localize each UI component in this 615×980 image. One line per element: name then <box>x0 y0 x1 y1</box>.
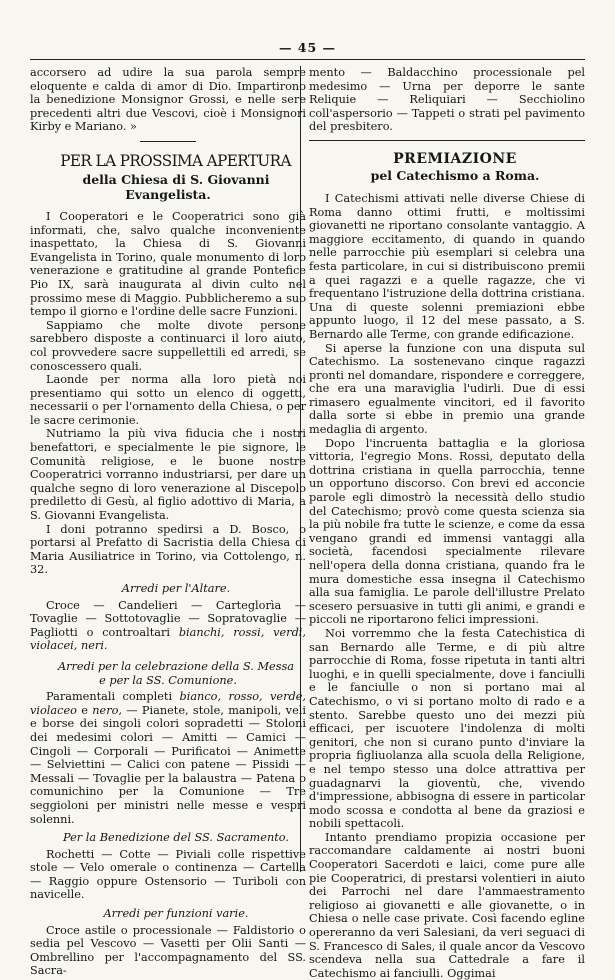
article-title-apertura: PER LA PROSSIMA APERTURA <box>60 150 291 170</box>
list-benedizione: Rochetti — Cotte — Piviali colle rispettive stole — Velo omerale o continenza — Cartella — Raggio oppure Ostensorio — Turiboli con navicelle. <box>30 847 306 902</box>
section-divider <box>140 141 196 142</box>
article-paragraph: I Cooperatori e le Cooperatrici sono già informati, che, salvo qualche inconveniente inaspettato, la Chiesa di S. Giovanni Evangelista in Torino, quale monumento di loro venerazione e gratitudine al grande Pontefice Pio IX, sarà inaugurata al divin culto nel prossimo mese di Maggio. Pubblicheremo a suo tempo il giorno e l'ordine delle sacre Funzioni. <box>30 209 306 319</box>
list-messa-nero: nero, <box>92 703 122 717</box>
heading-benedizione: Per la Benedizione del SS. Sacramento. <box>63 831 289 845</box>
article-subtitle-chiesa: della Chiesa di S. Giovanni Evangelista. <box>82 171 270 202</box>
left-intro-paragraph: accorsero ad udire la sua parola sempre eloquente e calda di amor di Dio. Impartirono la benedizione Monsignor Grossi, e nelle sere precedenti altri due Vescovi, cioè i Monsignori Kirby e Mariano. » <box>30 66 306 134</box>
article-title-premiazione: PREMIAZIONE <box>393 150 517 167</box>
list-altare-text: Croce — Candelieri — Carteglorìa — Tovaglie — Sottotovaglie — Sopratovaglie — Pagliotti o controaltari <box>30 598 306 639</box>
heading-funzioni-varie: Arredi per funzioni varie. <box>103 907 249 921</box>
right-column <box>309 66 585 980</box>
article-paragraph: Nutriamo la più viva fiducia che i nostri benefattori, e specialmente le pie signore, le Comunità religiose, e le buone nostre Cooperatrici vorranno industriarsi, per dare un qualche segno di loro venerazione al Discepolo prediletto di Gesù, al figlio adottivo di Maria, a S. Giovanni Evangelista. <box>30 427 306 523</box>
left-column <box>30 66 306 978</box>
list-messa-colors: bianco, rosso, verde, violaceo <box>30 690 307 717</box>
right-intro-paragraph: mento — Baldacchino processionale pel medesimo — Urna per deporre le sante Reliquie — Reliquiari — Secchiolino coll'aspersorio — Tappeti o strati pel pavimento del presbitero. <box>309 66 585 134</box>
article-paragraph: Dopo l'incruenta battaglia e la gloriosa vittoria, l'egregio Mons. Rossi, deputato della dottrina cristiana in quella parrocchia, tenne un opportuno discorso. Con brevi ed acconcie parole egli dimostrò la necessità dello studio del Catechismo; provò come questa scienza sia la più nobile fra tutte le scienze, e come da essa vengano grandi ed immensi vantaggi alla società, facendosi specialmente rilevare nell'opera della donna cristiana, quando fra le mura domestiche essa insegna il Catechismo alla sua famiglia. Le parole dell'illustre Prelato scesero persuasive in tutti gli animi, e grandi e piccoli ne riportarono felici impressioni. <box>309 436 585 627</box>
article-paragraph: Intanto prendiamo propizia occasione per raccomandare caldamente ai nostri buoni Cooperatori Sacerdoti e laici, come pure alle pie Cooperatrici, di prestarsi volentieri in aiuto dei Parrochi nel dare l'ammaestramento religioso ai giovanetti e alle giovanette, o in Chiesa o nelle case private. Così facendo egline opereranno da veri Salesiani, da veri seguaci di S. Francesco di Sales, il quale ancor da Vescovo scendeva nella sua Cattedrale a fare il Catechismo ai fanciulli. Oggimai <box>309 830 585 980</box>
list-messa-a: Paramentali completi <box>46 690 180 704</box>
list-messa-items: — Pianete, stole, manipoli, veli e borse dei singoli colori sopradetti — Stoloni dei medesimi colori — Amitti — Camici — Cingoli — Corporali — Purificatoi — Animette — Selviettini — Calici con patene — Pissidi — Messali — Tovaglie per la balaustra — Patena o comunichino per la Comunione — Tre seggioloni per ministri nelle messe e vespri solenni. <box>30 703 306 826</box>
heading-arredi-messa <box>30 660 306 687</box>
list-messa <box>30 690 306 826</box>
article-paragraph: Laonde per norma alla loro pietà noi presentiamo qui sotto un elenco di oggetti, necessarii o per l'ornamento della Chiesa, o per le sacre cerimonie. <box>30 373 306 427</box>
heading-arredi-altare: Arredi per l'Altare. <box>121 582 231 595</box>
header-rule <box>30 59 585 60</box>
heading-messa-line2: e per la SS. Comunione. <box>99 673 237 687</box>
page-number: — 45 — <box>278 40 337 55</box>
article-paragraph: Noi vorremmo che la festa Catechistica di san Bernardo alle Terme, e di più altre parrocchie di Roma, fosse ripetuta in tanti altri luoghi, e in quelli specialmente, dove i fanciulli e le fanciulle o non si portano mai al Catechismo, o vi si portano molto di rado e a stento. Sarebbe questo uno dei mezzi più efficaci, per iscuotere l'indolenza di molti genitori, che non si curano punto d'inviare la propria figliuolanza alla scuola della Religione, e nel tempo stesso una dolce attrattiva per guadagnarvi la gioventù, che, vivendo d'impressione, abbisogna di essere in particolar modo scossa e condotta al bene da graziosi e nobili spettacoli. <box>309 626 585 831</box>
heading-messa-line1: Arredi per la celebrazione della S. Messa <box>57 659 295 673</box>
list-altare <box>30 599 306 653</box>
article-subtitle-catechismo: pel Catechismo a Roma. <box>370 167 540 183</box>
list-messa-c: e <box>76 703 93 717</box>
list-funzioni: Croce astile o processionale — Faldistorio o sedia pel Vescovo — Vasetti per Olii Santi — Ombrellino per l'accompagnamento del SS. Sacra- <box>30 923 306 978</box>
list-altare-colors: bianchi, rossi, verdi, violacei, neri. <box>30 625 307 653</box>
section-divider <box>309 140 585 141</box>
article-paragraph: Si aperse la funzione con una disputa sul Catechismo. La sostenevano cinque ragazzi pronti nel domandare, rispondere e correggere, che era una maraviglia l'udirli. Due di essi rimasero egualmente vincitori, ed il favorito dalla sorte si ebbe in premio una grande medaglia di argento. <box>309 341 585 437</box>
article-paragraph: Sappiamo che molte divote persone sarebbero disposte a continuarci il loro aiuto, col provvedere sacre suppellettili ed arredi, se conoscessero quali. <box>30 318 306 373</box>
article-paragraph: I Catechismi attivati nelle diverse Chiese di Roma danno ottimi frutti, e moltissimi giovanetti ne riportano consolante vantaggio. A maggiore eccitamento, di quando in quando nelle parrocchie più esemplari si celebra una festa particolare, in cui si distribuiscono premii a quei ragazzi e a quelle ragazze, che vi frequentano l'istruzione della dottrina cristiana. Una di queste solenni premiazioni ebbe appunto luogo, il 12 del mese passato, a S. Bernardo alle Terme, con grande edificazione. <box>309 191 585 341</box>
article-paragraph: I doni potranno spedirsi a D. Bosco, o portarsi al Prefatto di Sacristia della Chiesa di Maria Ausiliatrice in Torino, via Cottolengo, n. 32. <box>30 522 306 577</box>
